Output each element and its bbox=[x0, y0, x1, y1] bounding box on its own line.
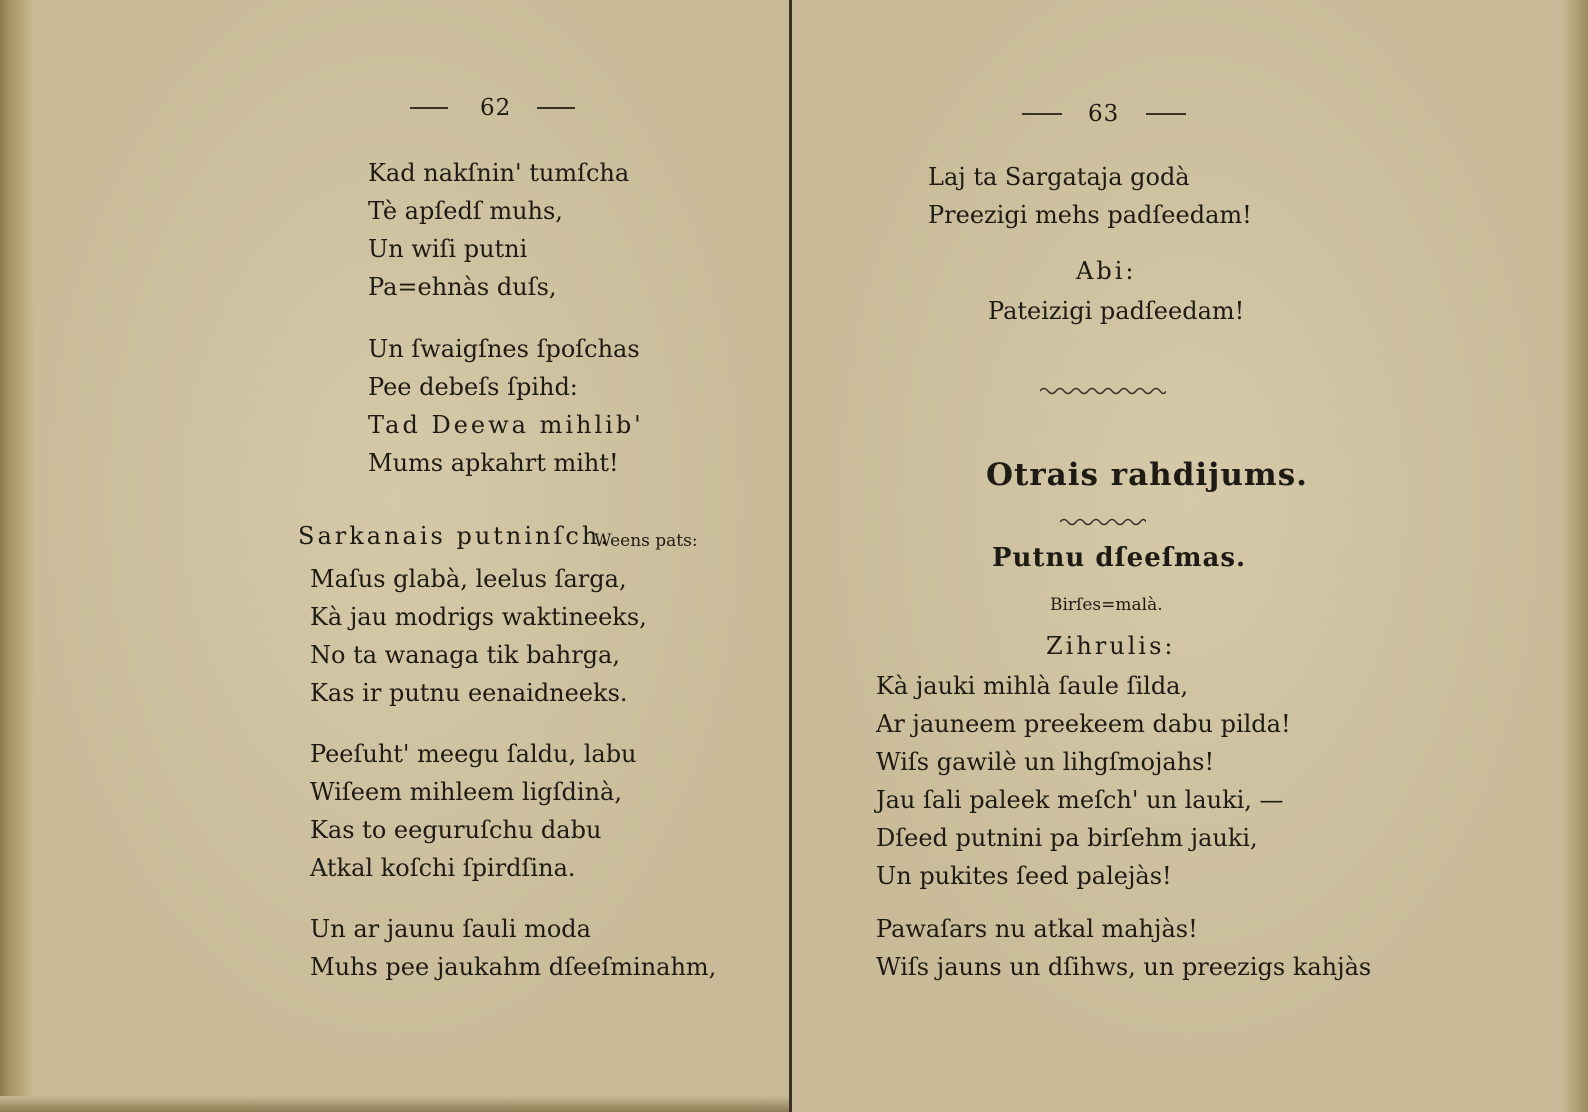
verse-line: Muhs pee jaukahm dſeeſminahm, bbox=[310, 953, 717, 981]
verse-line: Mums apkahrt miht! bbox=[368, 449, 619, 477]
left-page bbox=[0, 0, 792, 1112]
role-name: Sarkanais putninſch. bbox=[298, 522, 611, 550]
melody-note: Birſes=malà. bbox=[1050, 595, 1163, 615]
verse-line: Pateizigi padſeedam! bbox=[988, 297, 1245, 325]
song-title: Putnu dſeeſmas. bbox=[992, 543, 1247, 573]
role-note: Weens pats: bbox=[594, 531, 698, 551]
verse-line: Maſus glabà, leelus ſarga, bbox=[310, 565, 627, 593]
verse-line: Ar jauneem preekeem dabu pilda! bbox=[876, 710, 1291, 738]
page-number-ornament-right bbox=[1146, 113, 1186, 115]
speaker-label: Abi: bbox=[1076, 257, 1137, 285]
verse-line: Preezigi mehs padſeedam! bbox=[928, 201, 1252, 229]
page-number: 63 bbox=[1088, 101, 1120, 127]
wavy-divider bbox=[1040, 386, 1166, 396]
verse-line: Un pukites ſeed palejàs! bbox=[876, 862, 1172, 890]
verse-line: Jau ſali paleek meſch' un lauki, — bbox=[876, 786, 1284, 814]
verse-line: Laj ta Sargataja godà bbox=[928, 163, 1190, 191]
verse-line: Kad nakſnin' tumſcha bbox=[368, 159, 630, 187]
verse-line: Pa=ehnàs duſs, bbox=[368, 273, 557, 301]
verse-line: Pee debeſs ſpihd: bbox=[368, 373, 578, 401]
verse-line: Wiſeem mihleem ligſdinà, bbox=[310, 778, 622, 806]
speaker-label: Zihrulis: bbox=[1046, 632, 1176, 660]
verse-line: Wiſs gawilè un lihgſmojahs! bbox=[876, 748, 1215, 776]
verse-line: No ta wanaga tik bahrga, bbox=[310, 641, 620, 669]
page-number: 62 bbox=[480, 95, 512, 121]
verse-line: Un ar jaunu ſauli moda bbox=[310, 915, 591, 943]
verse-line: Pawaſars nu atkal mahjàs! bbox=[876, 915, 1198, 943]
verse-line: Tad Deewa mihlib' bbox=[368, 411, 644, 439]
page-number-ornament-right bbox=[537, 107, 575, 109]
verse-line: Dſeed putnini pa birſehm jauki, bbox=[876, 824, 1258, 852]
verse-line: Kà jau modrigs waktineeks, bbox=[310, 603, 647, 631]
wavy-divider-small bbox=[1060, 517, 1146, 527]
verse-line: Wiſs jauns un dſihws, un preezigs kahjàs bbox=[876, 953, 1372, 981]
page-number-ornament-left bbox=[1022, 113, 1062, 115]
verse-line: Un ſwaigſnes ſpoſchas bbox=[368, 335, 640, 363]
page-number-ornament-left bbox=[410, 107, 448, 109]
right-page bbox=[792, 0, 1588, 1112]
section-title: Otrais rahdijums. bbox=[986, 457, 1308, 493]
verse-line: Un wiſi putni bbox=[368, 235, 528, 263]
verse-line: Kas to eeguruſchu dabu bbox=[310, 816, 602, 844]
verse-line: Kà jauki mihlà ſaule ſilda, bbox=[876, 672, 1189, 700]
verse-line: Tè apſedſ muhs, bbox=[368, 197, 563, 225]
verse-line: Peeſuht' meegu ſaldu, labu bbox=[310, 740, 637, 768]
verse-line: Atkal koſchi ſpirdſina. bbox=[310, 854, 576, 882]
verse-line: Kas ir putnu eenaidneeks. bbox=[310, 679, 628, 707]
